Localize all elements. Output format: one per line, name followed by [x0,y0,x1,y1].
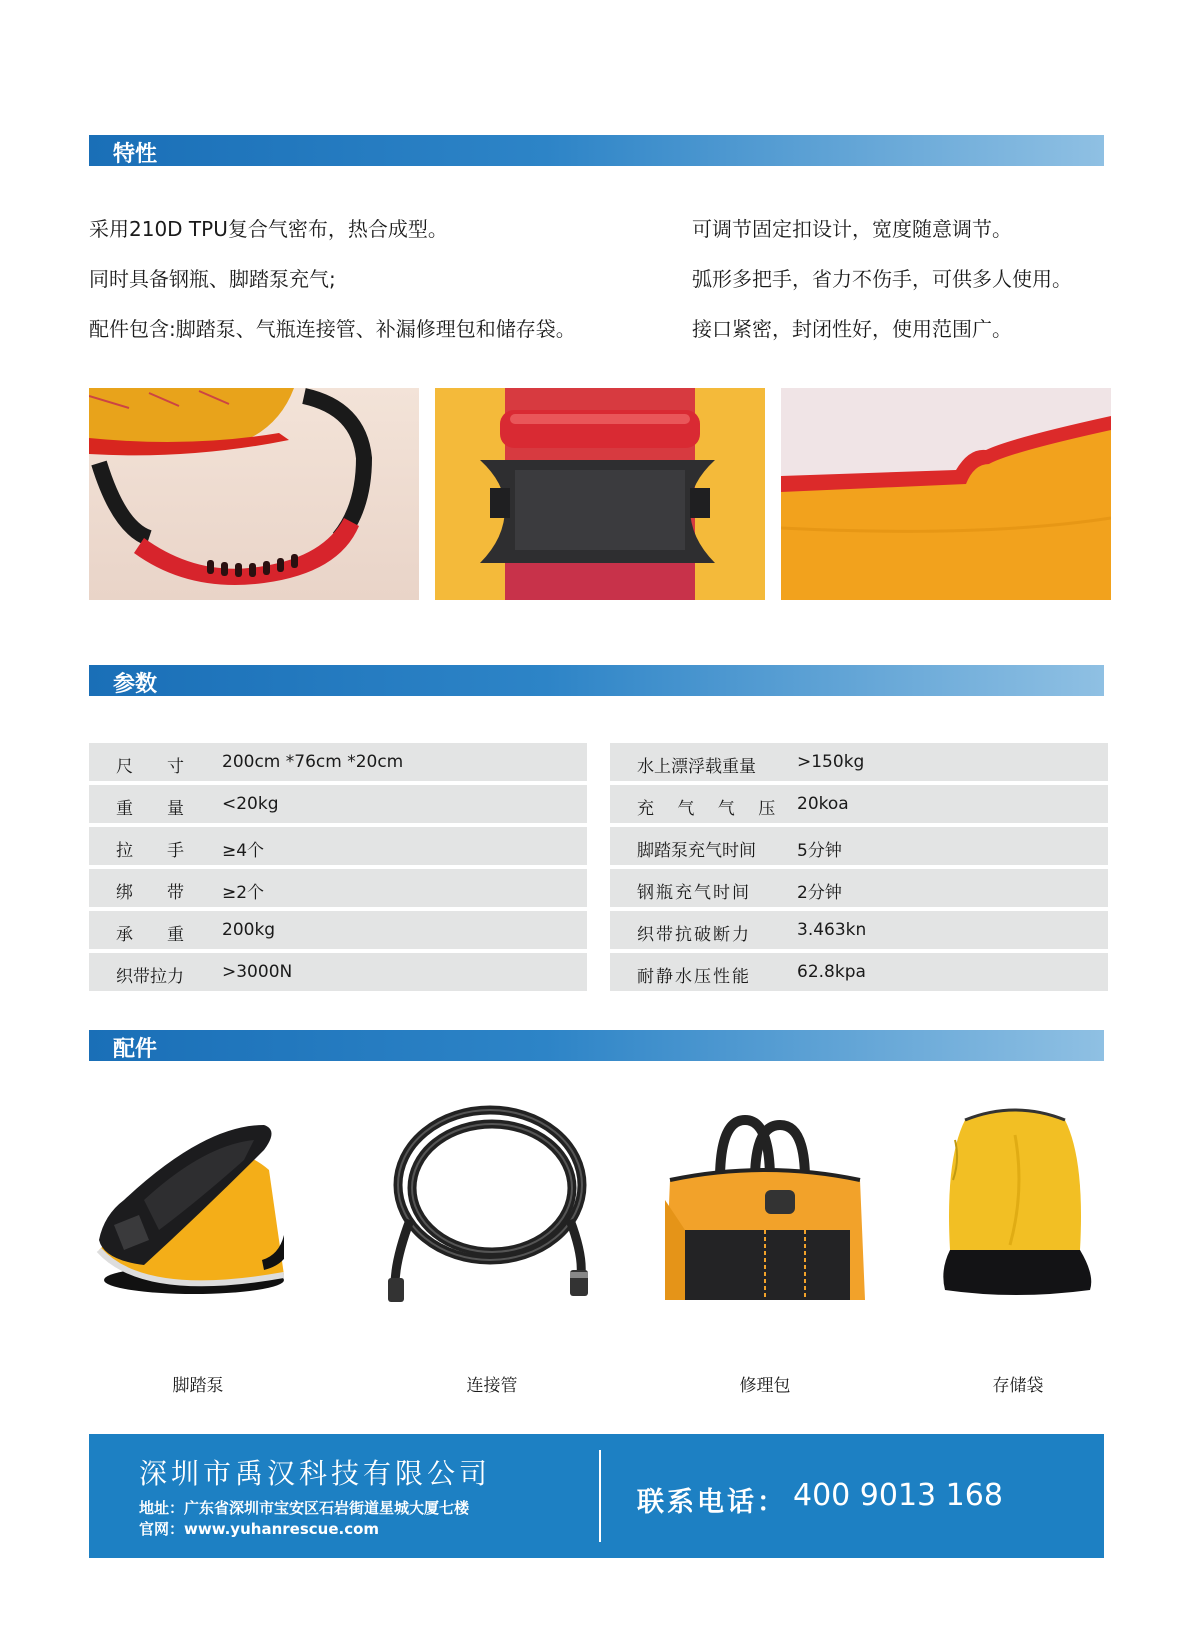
handle-photo [89,388,419,600]
edge-seam-photo [781,388,1111,600]
feature-line: 接口紧密，封闭性好，使用范围广。 [692,317,1012,341]
spec-row [89,743,587,781]
spec-value: 2分钟 [797,883,842,903]
accessory-label-hose: 连接管 [466,1376,518,1396]
spec-key: 织带抗破断力 [637,925,751,945]
spec-key: 水上漂浮载重量 [637,757,756,777]
spec-row [89,827,587,865]
spec-row [610,827,1108,865]
repair-bag-image [650,1110,880,1310]
phone-label: 联系电话： [637,1487,787,1518]
company-name: 深圳市禹汉科技有限公司 [139,1457,492,1490]
feature-line: 采用210D TPU复合气密布，热合成型。 [89,217,448,241]
accessory-label-foot-pump: 脚踏泵 [172,1376,224,1396]
spec-value: ≥4个 [222,841,265,861]
spec-key: 承 重 [116,925,184,945]
foot-pump-image [84,1100,284,1300]
company-address: 地址：广东省深圳市宝安区石岩街道星城大厦七楼 [139,1499,470,1517]
section-bar-features [89,135,1104,166]
spec-key: 绑 带 [116,883,184,903]
spec-row [610,953,1108,991]
spec-key: 脚踏泵充气时间 [637,841,756,861]
spec-row [610,743,1108,781]
spec-value: 3.463kn [797,920,867,940]
storage-bag-image [925,1100,1105,1310]
spec-value: ≥2个 [222,883,265,903]
accessory-label-storage-bag: 存储袋 [992,1376,1044,1396]
hose-image [380,1100,600,1310]
section-title-accessories: 配件 [113,1037,158,1062]
footer-divider [599,1450,601,1542]
contact-footer [89,1434,1104,1558]
spec-value: 200cm *76cm *20cm [222,752,404,772]
phone-number: 400 9013 168 [793,1478,1003,1513]
spec-table-right [610,743,1108,995]
spec-key: 织带拉力 [116,967,184,987]
spec-row [89,911,587,949]
spec-row [610,869,1108,907]
spec-value: >150kg [797,752,865,772]
buckle-photo [435,388,765,600]
spec-row [610,785,1108,823]
spec-row [89,869,587,907]
spec-key: 耐静水压性能 [637,967,751,987]
feature-line: 可调节固定扣设计，宽度随意调节。 [692,217,1012,241]
spec-row [89,785,587,823]
spec-value: <20kg [222,794,279,814]
spec-row [610,911,1108,949]
spec-value: >3000N [222,962,293,982]
spec-value: 5分钟 [797,841,842,861]
spec-key: 钢瓶充气时间 [637,883,751,903]
feature-line: 弧形多把手，省力不伤手，可供多人使用。 [692,267,1072,291]
spec-table-left [89,743,587,995]
feature-line: 同时具备钢瓶、脚踏泵充气; [89,267,336,291]
section-bar-params [89,665,1104,696]
feature-line: 配件包含:脚踏泵、气瓶连接管、补漏修理包和储存袋。 [89,317,576,341]
company-website: 官网：www.yuhanrescue.com [139,1520,380,1538]
spec-key: 重 量 [116,799,184,819]
spec-key: 充 气 气 压 [637,799,785,819]
section-title-params: 参数 [113,672,158,697]
spec-value: 62.8kpa [797,962,866,982]
accessory-label-repair-bag: 修理包 [739,1376,791,1396]
section-title-features: 特性 [113,142,158,167]
spec-key: 拉 手 [116,841,184,861]
spec-value: 200kg [222,920,276,940]
spec-key: 尺 寸 [116,757,184,777]
spec-value: 20koa [797,794,849,814]
section-bar-accessories [89,1030,1104,1061]
spec-row [89,953,587,991]
